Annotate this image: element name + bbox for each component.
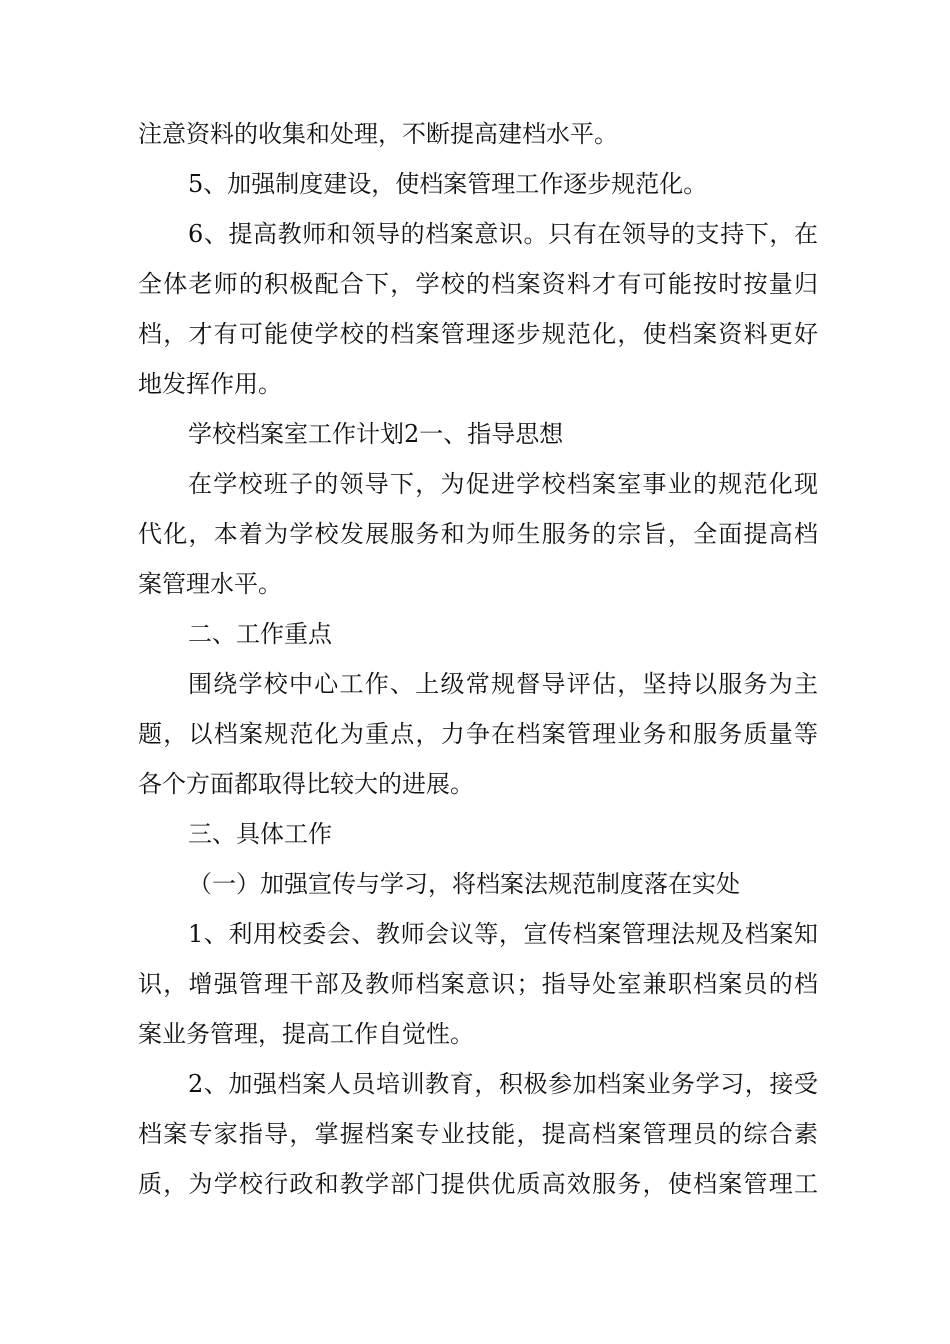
text-line: 注意资料的收集和处理，不断提高建档水平。 — [138, 120, 618, 148]
text-line: 围绕学校中心工作、上级常规督导评估，坚持以服务为主 — [188, 670, 818, 698]
text-line: 档案专家指导，掌握档案专业技能，提高档案管理员的综合素 — [138, 1120, 818, 1148]
text-line: 1、利用校委会、教师会议等，宣传档案管理法规及档案知 — [188, 920, 818, 948]
text-line: 在学校班子的领导下，为促进学校档案室事业的规范化现 — [188, 470, 818, 498]
section-heading: 二、工作重点 — [188, 620, 332, 648]
text-line: 2、加强档案人员培训教育，积极参加档案业务学习，接受 — [188, 1070, 818, 1098]
text-line: 5、加强制度建设，使档案管理工作逐步规范化。 — [188, 170, 708, 198]
section-heading: 三、具体工作 — [188, 820, 332, 848]
text-line: 质，为学校行政和教学部门提供优质高效服务，使档案管理工 — [138, 1170, 818, 1198]
text-line: 各个方面都取得比较大的进展。 — [138, 770, 474, 798]
text-line: 6、提高教师和领导的档案意识。只有在领导的支持下，在 — [188, 220, 818, 248]
text-line: 案管理水平。 — [138, 570, 282, 598]
text-line: 全体老师的积极配合下，学校的档案资料才有可能按时按量归 — [138, 270, 818, 298]
text-line: 地发挥作用。 — [138, 370, 282, 398]
text-line: 题，以档案规范化为重点，力争在档案管理业务和服务质量等 — [138, 720, 818, 748]
subsection-heading: （一）加强宣传与学习，将档案法规范制度落在实处 — [188, 870, 740, 898]
section-heading: 学校档案室工作计划2一、指导思想 — [188, 420, 564, 448]
text-line: 档，才有可能使学校的档案管理逐步规范化，使档案资料更好 — [138, 320, 818, 348]
text-line: 案业务管理，提高工作自觉性。 — [138, 1020, 474, 1048]
text-line: 代化，本着为学校发展服务和为师生服务的宗旨，全面提高档 — [138, 520, 818, 548]
text-line: 识，增强管理干部及教师档案意识；指导处室兼职档案员的档 — [138, 970, 818, 998]
